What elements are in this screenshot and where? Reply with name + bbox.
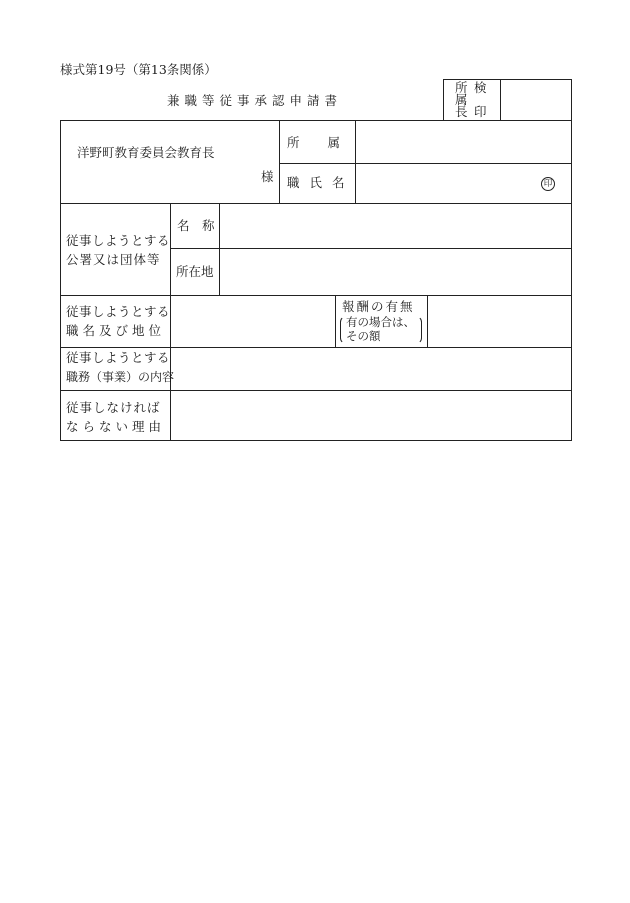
approval-label-sho: 所	[455, 80, 468, 95]
reason-label-line1: 従事しなければ	[66, 400, 161, 415]
approval-label-zoku: 属	[455, 92, 468, 107]
approval-label-in: 印	[474, 104, 487, 119]
seal-icon: 印	[541, 177, 555, 191]
organization-name-field[interactable]	[220, 204, 571, 248]
remuneration-note-line2: その額	[346, 329, 381, 343]
job-title-label-line2: 職名及び地位	[66, 323, 166, 338]
form-title: 兼職等従事承認申請書	[167, 93, 343, 108]
job-title-label-line1: 従事しようとする	[66, 304, 171, 319]
reason-label-line2: ならない理由	[66, 419, 166, 434]
addressee-name: 洋野町教育委員会教育長	[77, 145, 215, 160]
addressee-honorific: 様	[261, 169, 274, 184]
affiliation-field[interactable]	[356, 121, 571, 163]
duties-field[interactable]	[171, 348, 571, 390]
form-number-label: 様式第19号（第13条関係）	[60, 62, 217, 77]
duties-label-line1: 従事しようとする	[66, 350, 171, 365]
reason-field[interactable]	[171, 391, 571, 440]
position-name-field[interactable]	[356, 164, 536, 203]
organization-name-label: 名 称	[177, 218, 215, 233]
organization-label-line2: 公署又は団体等	[66, 252, 161, 267]
approval-stamp-area[interactable]	[501, 80, 571, 120]
approval-label-cho: 長	[455, 104, 468, 119]
organization-location-label: 所在地	[176, 264, 214, 279]
remuneration-note-line1: 有の場合は、	[346, 315, 415, 329]
remuneration-field[interactable]	[428, 296, 571, 347]
position-name-label: 職 氏 名	[287, 175, 348, 190]
duties-label-line2: 職務（事業）の内容	[66, 370, 175, 384]
affiliation-label: 所 属	[287, 135, 342, 150]
organization-label-line1: 従事しようとする	[66, 233, 171, 248]
remuneration-label: 報酬の有無	[342, 299, 415, 314]
organization-location-field[interactable]	[220, 249, 571, 295]
approval-label-ken: 検	[474, 80, 487, 95]
job-title-field[interactable]	[171, 296, 334, 347]
